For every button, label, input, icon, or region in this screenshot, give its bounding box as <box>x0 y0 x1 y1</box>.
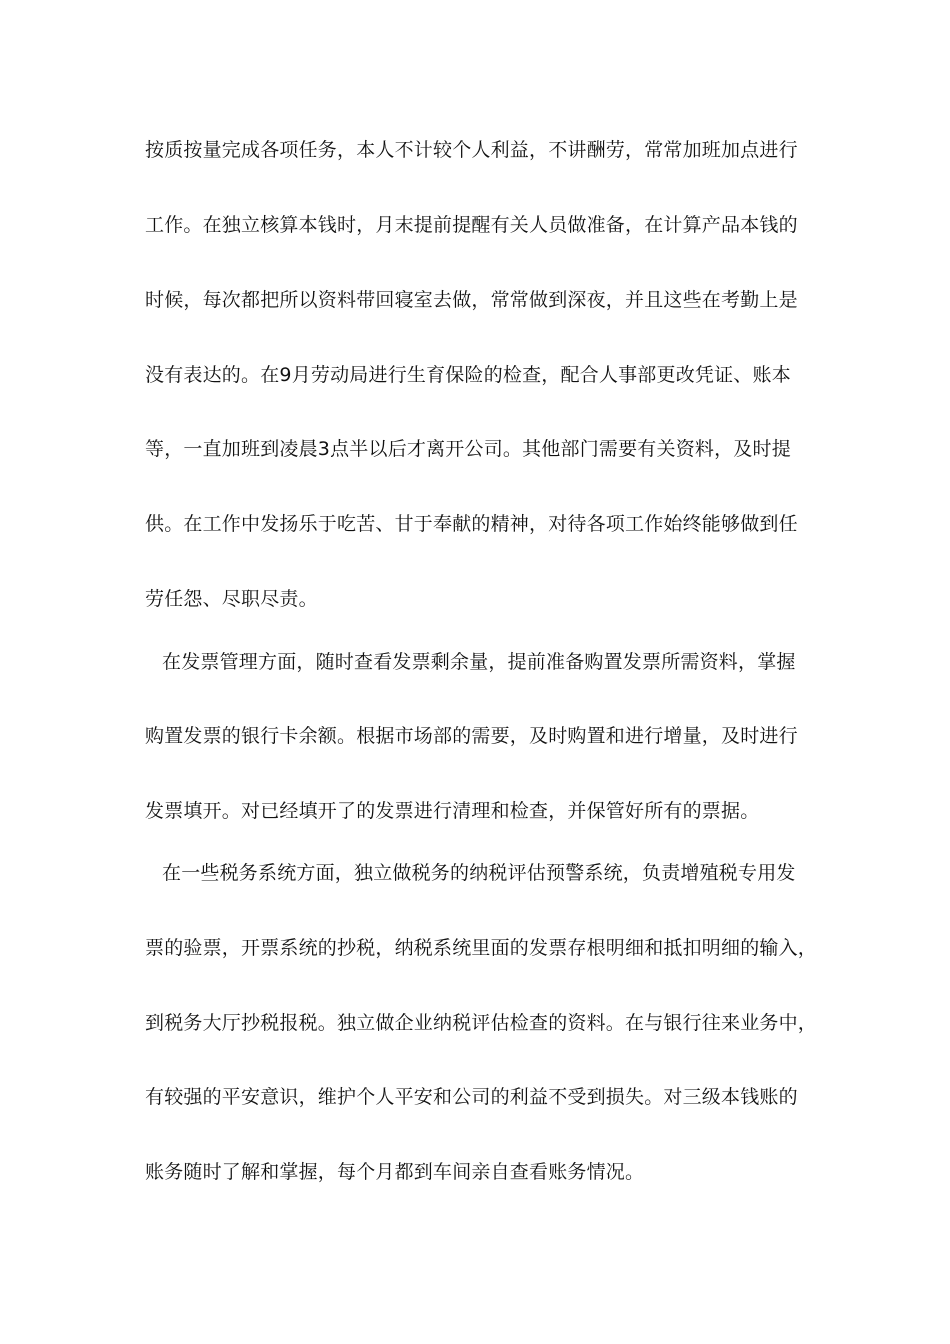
text-line: 购置发票的银行卡余额。根据市场部的需要，及时购置和进行增量，及时进行 <box>145 725 798 747</box>
text-line: 没有表达的。在9月劳动局进行生育保险的检查，配合人事部更改凭证、账本 <box>145 364 791 386</box>
text-line: 有较强的平安意识，维护个人平安和公司的利益不受到损失。对三级本钱账的 <box>145 1086 798 1108</box>
text-line: 票的验票，开票系统的抄税，纳税系统里面的发票存根明细和抵扣明细的输入， <box>145 937 818 959</box>
text-line: 劳任怨、尽职尽责。 <box>145 588 318 610</box>
text-line: 到税务大厅抄税报税。独立做企业纳税评估检查的资料。在与银行往来业务中， <box>145 1012 818 1034</box>
text-line: 时候，每次都把所以资料带回寝室去做，常常做到深夜，并且这些在考勤上是 <box>145 289 798 311</box>
paragraph-start-line: 在一些税务系统方面，独立做税务的纳税评估预警系统，负责增殖税专用发 <box>162 862 796 884</box>
text-line: 按质按量完成各项任务，本人不计较个人利益，不讲酬劳，常常加班加点进行 <box>145 139 798 161</box>
paragraph-start-line: 在发票管理方面，随时查看发票剩余量，提前准备购置发票所需资料，掌握 <box>162 651 796 673</box>
text-line: 等，一直加班到凌晨3点半以后才离开公司。其他部门需要有关资料，及时提 <box>145 438 791 460</box>
text-line: 工作。在独立核算本钱时，月末提前提醒有关人员做准备，在计算产品本钱的 <box>145 214 798 236</box>
text-line: 供。在工作中发扬乐于吃苦、甘于奉献的精神，对待各项工作始终能够做到任 <box>145 513 798 535</box>
text-line: 账务随时了解和掌握，每个月都到车间亲自查看账务情况。 <box>145 1161 645 1183</box>
text-line: 发票填开。对已经填开了的发票进行清理和检查，并保管好所有的票据。 <box>145 800 760 822</box>
